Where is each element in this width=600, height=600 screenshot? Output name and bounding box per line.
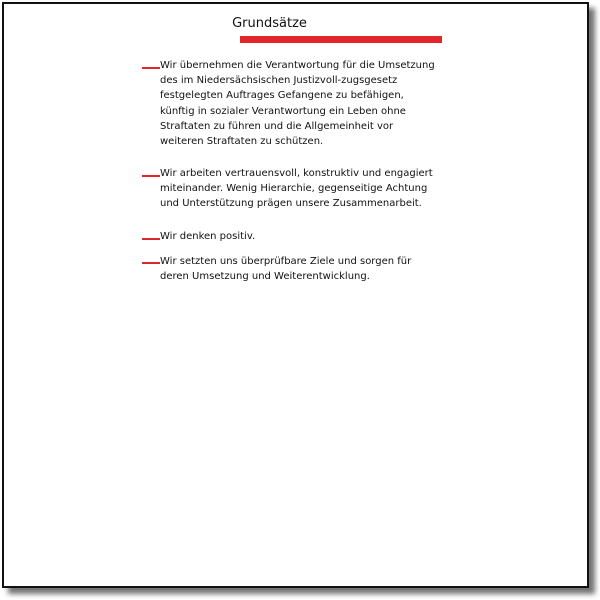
list-item: Wir übernehmen die Verantwortung für die Umsetzung des im Niedersächsischen Justizvoll-zugsgesetz festgelegten Auftrages Gefangene zu befähigen, künftig in sozialer Verantwortung ein Leben ohne Straftaten zu führen und die Allgemeinheit vor weiteren Straftaten zu schützen. <box>160 60 435 148</box>
bullet-dash <box>142 262 160 264</box>
bullet-dash <box>142 238 160 240</box>
title-underline-bar <box>240 36 442 43</box>
list-item: Wir setzten uns überprüfbare Ziele und sorgen für deren Umsetzung und Weiterentwicklung. <box>160 256 412 283</box>
bullet-dash <box>142 175 160 177</box>
page-title: Grundsätze <box>232 16 307 31</box>
document-page <box>2 2 589 588</box>
list-item: Wir denken positiv. <box>160 231 256 242</box>
list-item: Wir arbeiten vertrauensvoll, konstruktiv und engagiert miteinander. Wenig Hierarchie, gegenseitige Achtung und Unterstützung prägen unsere Zusammenarbeit. <box>160 168 433 210</box>
bullet-dash <box>142 67 160 69</box>
